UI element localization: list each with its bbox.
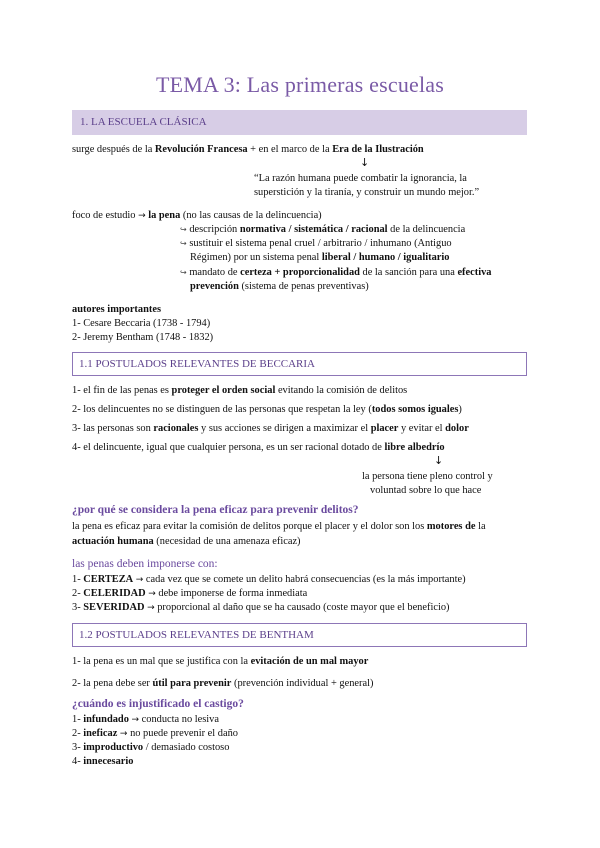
right-arrow-icon: → xyxy=(148,589,156,599)
focus-bullet-2-cont: Régimen) por un sistema penal liberal / humano / igualitario xyxy=(190,252,450,263)
author-2: 2- Jeremy Bentham (1748 - 1832) xyxy=(72,332,214,343)
right-arrow-icon: → xyxy=(138,211,146,221)
down-arrow-icon: ↓ xyxy=(434,454,444,467)
unjustified-3: 3- improductivo / demasiado costoso xyxy=(72,742,230,753)
focus-bullet-3-cont: prevención (sistema de penas preventivas) xyxy=(190,281,369,292)
question-1: ¿por qué se considera la pena eficaz para prevenir delitos? xyxy=(72,504,359,516)
authors-label: autores importantes xyxy=(72,304,161,315)
bentham-point-2: 2- la pena debe ser útil para prevenir (prevención individual + general) xyxy=(72,678,374,689)
criterion-2: 2- CELERIDAD → debe imponerse de forma inmediata xyxy=(72,588,308,599)
question-2: ¿cuándo es injustificado el castigo? xyxy=(72,698,244,710)
beccaria-point-3: 3- las personas son racionales y sus acciones se dirigen a maximizar el placer y evitar el dolor xyxy=(72,423,469,434)
focus-bullet-3: ↪ mandato de certeza + proporcionalidad de la sanción para una efectiva xyxy=(180,267,492,278)
right-arrow-icon: → xyxy=(135,575,144,585)
beccaria-point-2: 2- los delincuentes no se distinguen de las personas que respetan la ley (todos somos iguales) xyxy=(72,404,462,415)
section-1-heading: 1. LA ESCUELA CLÁSICA xyxy=(72,110,527,135)
focus-line: foco de estudio → la pena (no las causas de la delincuencia) xyxy=(72,210,322,221)
focus-bullet-1: ↪ descripción normativa / sistemática / racional de la delincuencia xyxy=(180,224,466,235)
unjustified-1: 1- infundado → conducta no lesiva xyxy=(72,714,219,725)
unjustified-4: 4- innecesario xyxy=(72,756,134,767)
author-1: 1- Cesare Beccaria (1738 - 1794) xyxy=(72,318,211,329)
intro-line: surge después de la Revolución Francesa + en el marco de la Era de la Ilustración xyxy=(72,144,424,155)
answer-1-line-2: actuación humana (necesidad de una amenaza eficaz) xyxy=(72,536,301,547)
beccaria-note-1: la persona tiene pleno control y xyxy=(362,471,493,482)
hook-arrow-icon: ↪ xyxy=(180,268,187,277)
subheading-penas: las penas deben imponerse con: xyxy=(72,558,218,570)
unjustified-2: 2- ineficaz → no puede prevenir el daño xyxy=(72,728,238,739)
answer-1-line-1: la pena es eficaz para evitar la comisión de delitos porque el placer y el dolor son los motores de la xyxy=(72,521,486,532)
quote-line-2: superstición y la tiranía, y construir un mundo mejor.” xyxy=(254,187,480,198)
criterion-1: 1- CERTEZA → cada vez que se comete un delito habrá consecuencias (es la más importante) xyxy=(72,574,466,585)
right-arrow-icon: → xyxy=(131,715,140,725)
quote-line-1: “La razón humana puede combatir la ignorancia, la xyxy=(254,173,467,184)
criterion-3: 3- SEVERIDAD → proporcional al daño que se ha causado (coste mayor que el beneficio) xyxy=(72,602,450,613)
right-arrow-icon: → xyxy=(119,729,128,739)
beccaria-note-2: voluntad sobre lo que hace xyxy=(370,485,482,496)
hook-arrow-icon: ↪ xyxy=(180,239,187,248)
hook-arrow-icon: ↪ xyxy=(180,225,187,234)
beccaria-point-1: 1- el fin de las penas es proteger el orden social evitando la comisión de delitos xyxy=(72,385,408,396)
beccaria-point-4: 4- el delincuente, igual que cualquier persona, es un ser racional dotado de libre albedrío xyxy=(72,442,445,453)
down-arrow-icon: ↓ xyxy=(360,156,370,169)
section-1-2-heading: 1.2 POSTULADOS RELEVANTES DE BENTHAM xyxy=(72,623,527,647)
bentham-point-1: 1- la pena es un mal que se justifica con la evitación de un mal mayor xyxy=(72,656,369,667)
section-1-1-heading: 1.1 POSTULADOS RELEVANTES DE BECCARIA xyxy=(72,352,527,376)
right-arrow-icon: → xyxy=(147,603,155,613)
page-title: TEMA 3: Las primeras escuelas xyxy=(155,72,445,97)
focus-bullet-2: ↪ sustituir el sistema penal cruel / arbitrario / inhumano (Antiguo xyxy=(180,238,452,249)
